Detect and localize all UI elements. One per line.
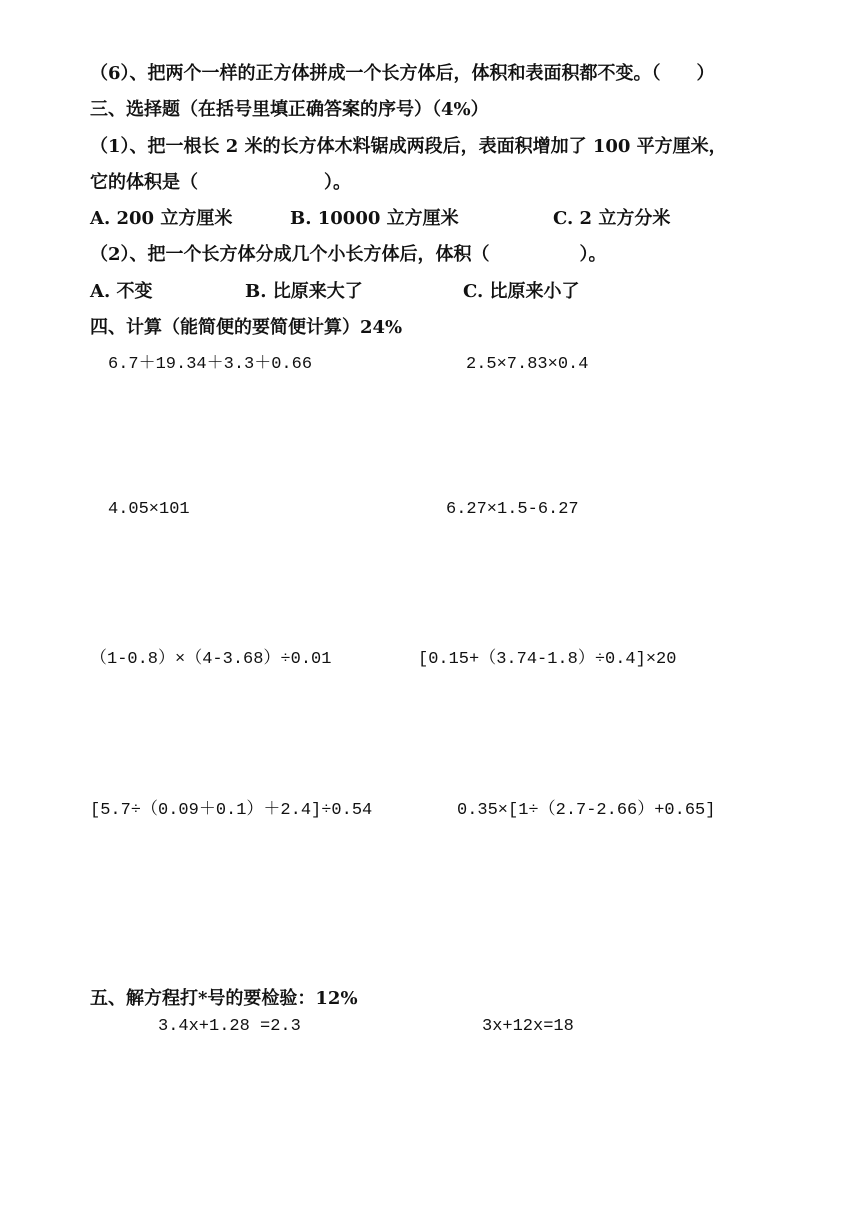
calc-problem-8: 0.35×[1÷（2.7-2.66）+0.65]	[457, 801, 716, 820]
equation-1: 3.4x+1.28 =2.3	[158, 1017, 301, 1036]
choice-q1-line1: （1）、把一根长 2 米的长方体木料锯成两段后，表面积增加了 100 平方厘米，	[90, 136, 727, 157]
calc-problem-6: [0.15+（3.74-1.8）÷0.4]×20	[418, 650, 677, 669]
choice-q1-option-b: B. 10000 立方厘米	[290, 208, 459, 229]
choice-q1-line2: 它的体积是（ ）。	[90, 172, 351, 193]
choice-q1-option-c: C. 2 立方分米	[553, 208, 671, 229]
calc-problem-7: [5.7÷（0.09＋0.1）＋2.4]÷0.54	[90, 801, 373, 820]
equation-2: 3x+12x=18	[482, 1017, 574, 1036]
choice-q2-option-c: C. 比原来小了	[463, 281, 580, 302]
calc-problem-5: （1-0.8）×（4-3.68）÷0.01	[90, 650, 332, 669]
choice-q2-option-b: B. 比原来大了	[245, 281, 363, 302]
calc-problem-3: 4.05×101	[108, 500, 190, 519]
calc-problem-2: 2.5×7.83×0.4	[466, 355, 589, 374]
choice-q2-option-a: A. 不变	[90, 281, 153, 302]
section-4-heading: 四、计算（能简便的要简便计算）24%	[90, 317, 403, 338]
section-3-heading: 三、选择题（在括号里填正确答案的序号）（4%）	[90, 99, 489, 120]
calc-problem-1: 6.7＋19.34＋3.3＋0.66	[108, 355, 313, 374]
calc-problem-4: 6.27×1.5-6.27	[446, 500, 579, 519]
choice-q1-option-a: A. 200 立方厘米	[90, 208, 233, 229]
section-5-heading: 五、解方程打*号的要检验：12%	[90, 988, 358, 1009]
judge-item-6: （6）、把两个一样的正方体拼成一个长方体后，体积和表面积都不变。（ ）	[90, 63, 715, 84]
choice-q2-line1: （2）、把一个长方体分成几个小长方体后，体积（ ）。	[90, 244, 607, 265]
